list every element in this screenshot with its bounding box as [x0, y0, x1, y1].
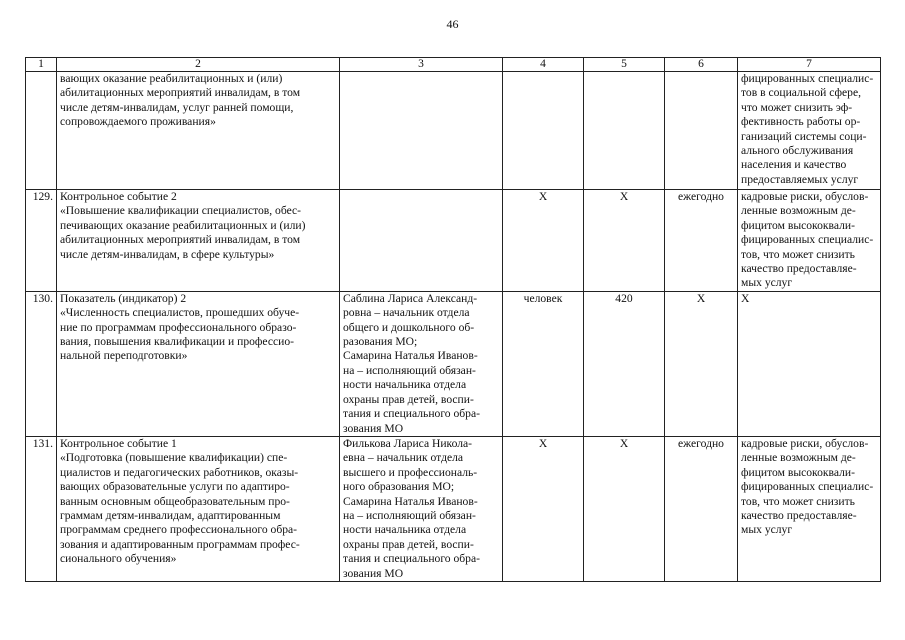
responsible-cell-line: Самарина Наталья Иванов-	[343, 494, 478, 508]
risk-cell-line: что может снизить эф-	[741, 100, 853, 114]
risk-cell-line: фицированных специалис-	[741, 480, 874, 494]
period-cell: Х	[665, 291, 738, 436]
responsible-cell-line: Саблина Лариса Александ-	[343, 291, 478, 305]
description-cell	[57, 436, 340, 581]
responsible-cell-line: Филькова Лариса Никола-	[343, 436, 473, 450]
header-row	[26, 58, 881, 72]
responsible-cell-line: охраны прав детей, воспи-	[343, 392, 474, 406]
row-number: 129.	[26, 190, 57, 292]
responsible-cell-line: общего и дошкольного об-	[343, 320, 475, 334]
description-cell-line: абилитационных мероприятий инвалидам, в том	[60, 86, 301, 100]
header-col-2: 2	[57, 58, 340, 72]
description-cell	[57, 190, 340, 292]
description-cell-line: «Повышение квалификации специалистов, обес-	[60, 204, 302, 218]
description-cell-line: абилитационных мероприятий инвалидам, в том	[60, 233, 301, 247]
risk-cell-line: качество предоставляе-	[741, 508, 857, 522]
risk-cell-line: тов в социальной сфере,	[741, 86, 862, 100]
description-cell-line: Контрольное событие 1	[60, 436, 177, 450]
row-number	[26, 72, 57, 190]
header-col-5: 5	[584, 58, 665, 72]
unit-cell: Х	[503, 190, 584, 292]
risk-cell-line: Х	[741, 291, 750, 305]
description-cell	[57, 72, 340, 190]
description-cell-line: вающих оказание реабилитационных и (или)	[60, 72, 283, 85]
responsible-cell-line: ровна – начальник отдела	[343, 306, 470, 320]
responsible-cell-line: тания и специального обра-	[343, 552, 480, 566]
description-cell-line: вания, повышения квалификации и профессио-	[60, 335, 295, 349]
risk-cell-line: кадровые риски, обуслов-	[741, 436, 869, 450]
row-number: 131.	[26, 436, 57, 581]
description-cell-line: Контрольное событие 2	[60, 190, 177, 203]
responsible-cell-line: Самарина Наталья Иванов-	[343, 349, 478, 363]
description-cell-line: числе детям-инвалидам, в сфере культуры»	[60, 247, 275, 261]
header-col-4: 4	[503, 58, 584, 72]
plan-table	[25, 57, 881, 582]
header-col-3: 3	[340, 58, 503, 72]
description-cell	[57, 291, 340, 436]
risk-cell	[738, 436, 881, 581]
responsible-cell-line: зования МО	[343, 421, 404, 435]
risk-cell-line: фицированных специалис-	[741, 233, 874, 247]
value-cell: Х	[584, 190, 665, 292]
risk-cell-line: качество предоставляе-	[741, 262, 857, 276]
risk-cell	[738, 291, 881, 436]
risk-cell-line: фицитом высококвали-	[741, 218, 855, 232]
description-cell-line: числе детям-инвалидам, услуг ранней помощи,	[60, 100, 294, 114]
responsible-cell	[340, 291, 503, 436]
responsible-cell-line: зования МО	[343, 566, 404, 580]
table-row	[26, 72, 881, 190]
risk-cell-line: мых услуг	[741, 276, 793, 290]
risk-cell-line: ленные возможным де-	[741, 204, 856, 218]
risk-cell-line: предоставляемых услуг	[741, 172, 859, 186]
description-cell-line: сопровождаемого проживания»	[60, 115, 216, 129]
description-cell-line: ванным основным общеобразовательным про-	[60, 494, 290, 508]
value-cell	[584, 72, 665, 190]
responsible-cell	[340, 436, 503, 581]
risk-cell-line: фицитом высококвали-	[741, 465, 855, 479]
responsible-cell-line: ного образования МО;	[343, 480, 455, 494]
responsible-cell-line: разования МО;	[343, 335, 418, 349]
risk-cell-line: ганизаций системы соци-	[741, 129, 867, 143]
responsible-cell-line: евна – начальник отдела	[343, 451, 464, 465]
responsible-cell-line: тания и специального обра-	[343, 407, 480, 421]
responsible-cell-line: высшего и профессиональ-	[343, 465, 478, 479]
table-row	[26, 291, 881, 436]
risk-cell-line: тов, что может снизить	[741, 494, 855, 508]
responsible-cell-line: на – исполняющий обязан-	[343, 508, 476, 522]
risk-cell-line: кадровые риски, обуслов-	[741, 190, 869, 203]
risk-cell-line: населения и качество	[741, 158, 847, 172]
responsible-cell-line: ности начальника отдела	[343, 523, 467, 537]
value-cell: 420	[584, 291, 665, 436]
table-row	[26, 436, 881, 581]
description-cell-line: циалистов и педагогических работников, оказы-	[60, 465, 299, 479]
risk-cell-line: фективность работы ор-	[741, 115, 861, 129]
value-cell: Х	[584, 436, 665, 581]
row-number: 130.	[26, 291, 57, 436]
period-cell: ежегодно	[665, 436, 738, 581]
risk-cell-line: ленные возможным де-	[741, 451, 856, 465]
unit-cell: человек	[503, 291, 584, 436]
description-cell-line: сионального обучения»	[60, 552, 177, 566]
header-col-6: 6	[665, 58, 738, 72]
description-cell-line: ние по программам профессионального образо-	[60, 320, 297, 334]
unit-cell	[503, 72, 584, 190]
description-cell-line: печивающих оказание реабилитационных и (или)	[60, 218, 306, 232]
responsible-cell-line: ности начальника отдела	[343, 378, 467, 392]
unit-cell: Х	[503, 436, 584, 581]
description-cell-line: «Подготовка (повышение квалификации) спе-	[60, 451, 288, 465]
header-col-1: 1	[26, 58, 57, 72]
description-cell-line: «Численность специалистов, прошедших обуче-	[60, 306, 300, 320]
description-cell-line: граммам детям-инвалидам, адаптированным	[60, 508, 281, 522]
description-cell-line: Показатель (индикатор) 2	[60, 291, 187, 305]
description-cell-line: программам среднего профессионального обра-	[60, 523, 298, 537]
responsible-cell	[340, 190, 503, 292]
description-cell-line: вающих образовательные услуги по адаптиро-	[60, 480, 290, 494]
risk-cell-line: фицированных специалис-	[741, 72, 874, 85]
responsible-cell	[340, 72, 503, 190]
responsible-cell-line: на – исполняющий обязан-	[343, 363, 476, 377]
table-row	[26, 190, 881, 292]
description-cell-line: зования и адаптированным программам профес-	[60, 537, 300, 551]
header-col-7: 7	[738, 58, 881, 72]
risk-cell-line: мых услуг	[741, 523, 793, 537]
risk-cell-line: ального обслуживания	[741, 144, 854, 158]
risk-cell	[738, 72, 881, 190]
description-cell-line: нальной переподготовки»	[60, 349, 188, 363]
risk-cell-line: тов, что может снизить	[741, 247, 855, 261]
period-cell: ежегодно	[665, 190, 738, 292]
risk-cell	[738, 190, 881, 292]
period-cell	[665, 72, 738, 190]
responsible-cell-line: охраны прав детей, воспи-	[343, 537, 474, 551]
page-number: 46	[446, 17, 459, 31]
